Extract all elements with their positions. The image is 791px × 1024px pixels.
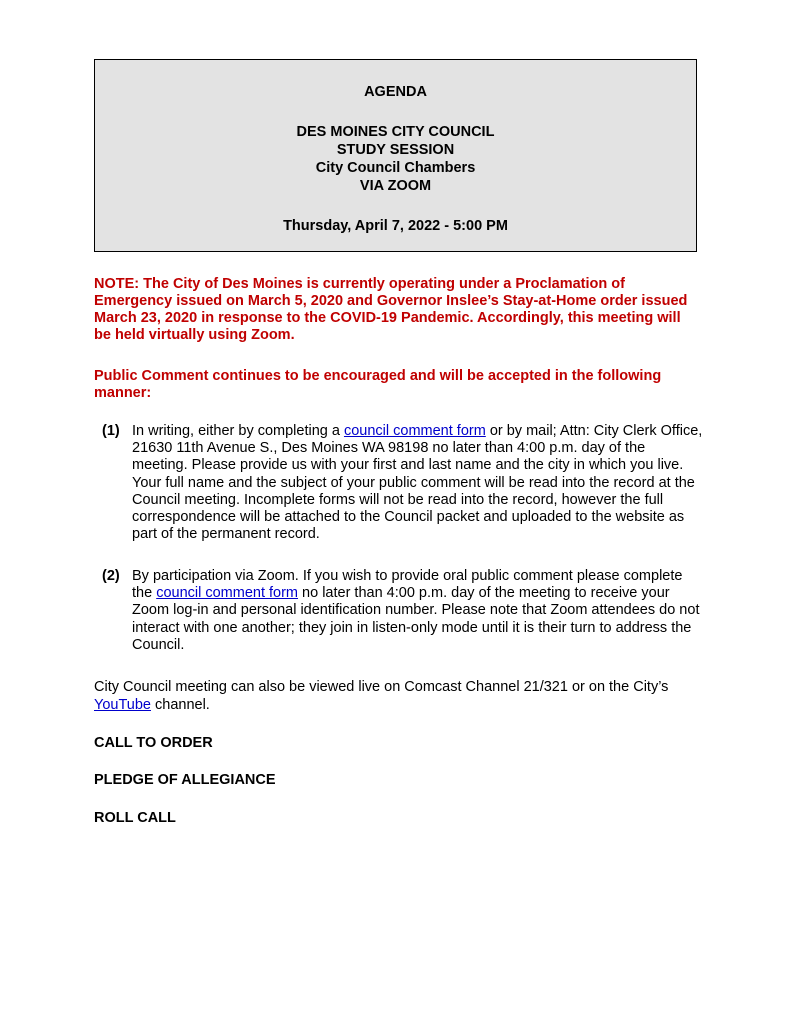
item-number: (2)	[102, 568, 120, 584]
meeting-via: VIA ZOOM	[359, 178, 432, 194]
council-name: DES MOINES CITY COUNCIL	[296, 124, 495, 140]
comment-method-item	[94, 568, 704, 654]
agenda-header-box	[94, 59, 697, 252]
meeting-date: Thursday, April 7, 2022 - 5:00 PM	[283, 218, 508, 234]
pledge-heading: PLEDGE OF ALLEGIANCE	[94, 772, 276, 788]
comment-method-item	[94, 423, 704, 543]
covid-note: NOTE: The City of Des Moines is currently operating under a Proclamation of Emergency issued on March 5, 2020 and Governor Inslee’s Stay-at-Home order issued March 23, 2020 in response to the COVID-19 Pandemic. Accordingly, this meeting will be held virtually using Zoom.	[94, 276, 688, 343]
item-text-part: By participation via Zoom. If you wish to provide oral public comment please complete the	[132, 568, 683, 602]
item-text-part: In writing, either by completing a	[132, 423, 344, 439]
council-comment-form-link[interactable]: council comment form	[156, 585, 299, 602]
item-number: (1)	[102, 423, 120, 439]
roll-call-heading: ROLL CALL	[94, 810, 176, 826]
session-type: STUDY SESSION	[336, 142, 455, 158]
item-text-part: no later than 4:00 p.m. day of the meeting to receive your Zoom log-in and personal identification number. Please note that Zoom attendees do not interact with one another; they join in listen-only mode until it is their turn to address the Council.	[132, 585, 700, 653]
item-text-part: or by mail; Attn: City Clerk Office, 21630 11th Avenue S., Des Moines WA 98198 no later than 4:00 p.m. day of the meeting. Please provide us with your first and last name and the city in which you live. Your full name and the subject of your public comment will be read into the record at the Council meeting. Incomplete forms will not be read into the record, however the full correspondence will be attached to the Council packet and uploaded to the website as part of the permanent record.	[132, 423, 703, 543]
call-to-order-heading: CALL TO ORDER	[94, 735, 213, 751]
council-comment-form-link[interactable]: council comment form	[343, 423, 486, 439]
meeting-location: City Council Chambers	[315, 160, 476, 176]
item-text	[132, 423, 704, 543]
agenda-title: AGENDA	[364, 84, 427, 100]
item-text	[132, 568, 704, 654]
viewing-text-end: channel.	[150, 696, 210, 713]
public-comment-intro: Public Comment continues to be encouraged and will be accepted in the following manner:	[94, 368, 662, 401]
viewing-text: City Council meeting can also be viewed live on Comcast Channel 21/321 or on the City’s	[94, 679, 669, 695]
viewing-info	[94, 679, 694, 714]
youtube-link[interactable]: YouTube	[94, 696, 151, 713]
